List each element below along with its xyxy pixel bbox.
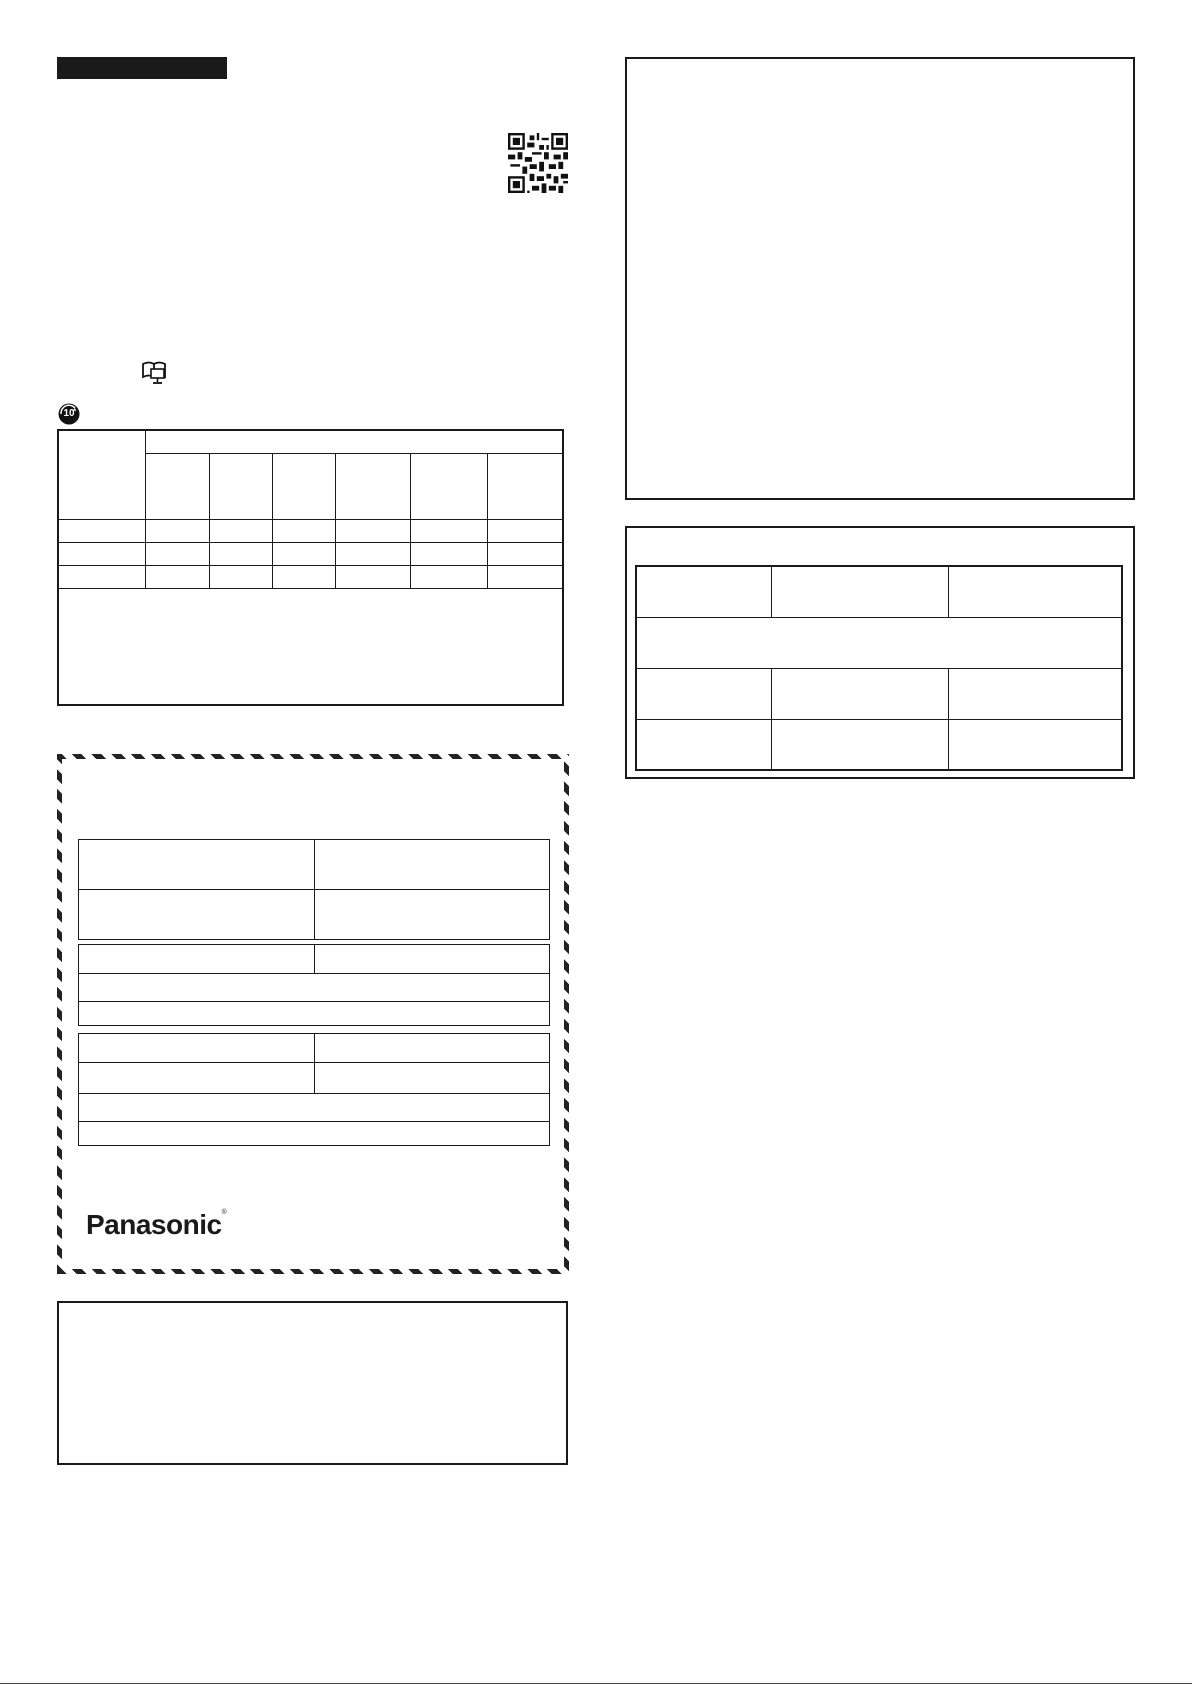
- table-header-cell: [273, 454, 336, 520]
- registered-mark: ®: [221, 1209, 227, 1216]
- qr-code-icon: [508, 133, 568, 193]
- notice-box-bottom-left: [57, 1301, 568, 1465]
- book-monitor-icon: [140, 360, 170, 386]
- warranty-table-1: [78, 839, 550, 940]
- epup-10-label: 10: [63, 408, 75, 419]
- table-header-cell: [146, 430, 564, 454]
- epup-10-icon: [57, 402, 81, 426]
- table-header-cell: [58, 430, 146, 520]
- table-header-cell: [146, 454, 209, 520]
- table-header-cell: [411, 454, 487, 520]
- brand-name: Panasonic: [86, 1209, 222, 1240]
- table-header-cell: [335, 454, 410, 520]
- substance-table: [57, 429, 564, 589]
- table-row: [58, 543, 564, 566]
- service-table: [635, 565, 1123, 771]
- table-header-cell: [209, 454, 272, 520]
- panasonic-logo: [86, 1209, 266, 1245]
- warranty-table-3: [78, 1033, 550, 1146]
- table-row: [58, 520, 564, 543]
- warranty-table-2: [78, 944, 550, 1026]
- notice-box-right-top: [625, 57, 1135, 500]
- table-row: [58, 566, 564, 589]
- table-header-cell: [487, 454, 563, 520]
- page-bottom-rule: [0, 1683, 1192, 1684]
- section-title-bar: [57, 57, 227, 79]
